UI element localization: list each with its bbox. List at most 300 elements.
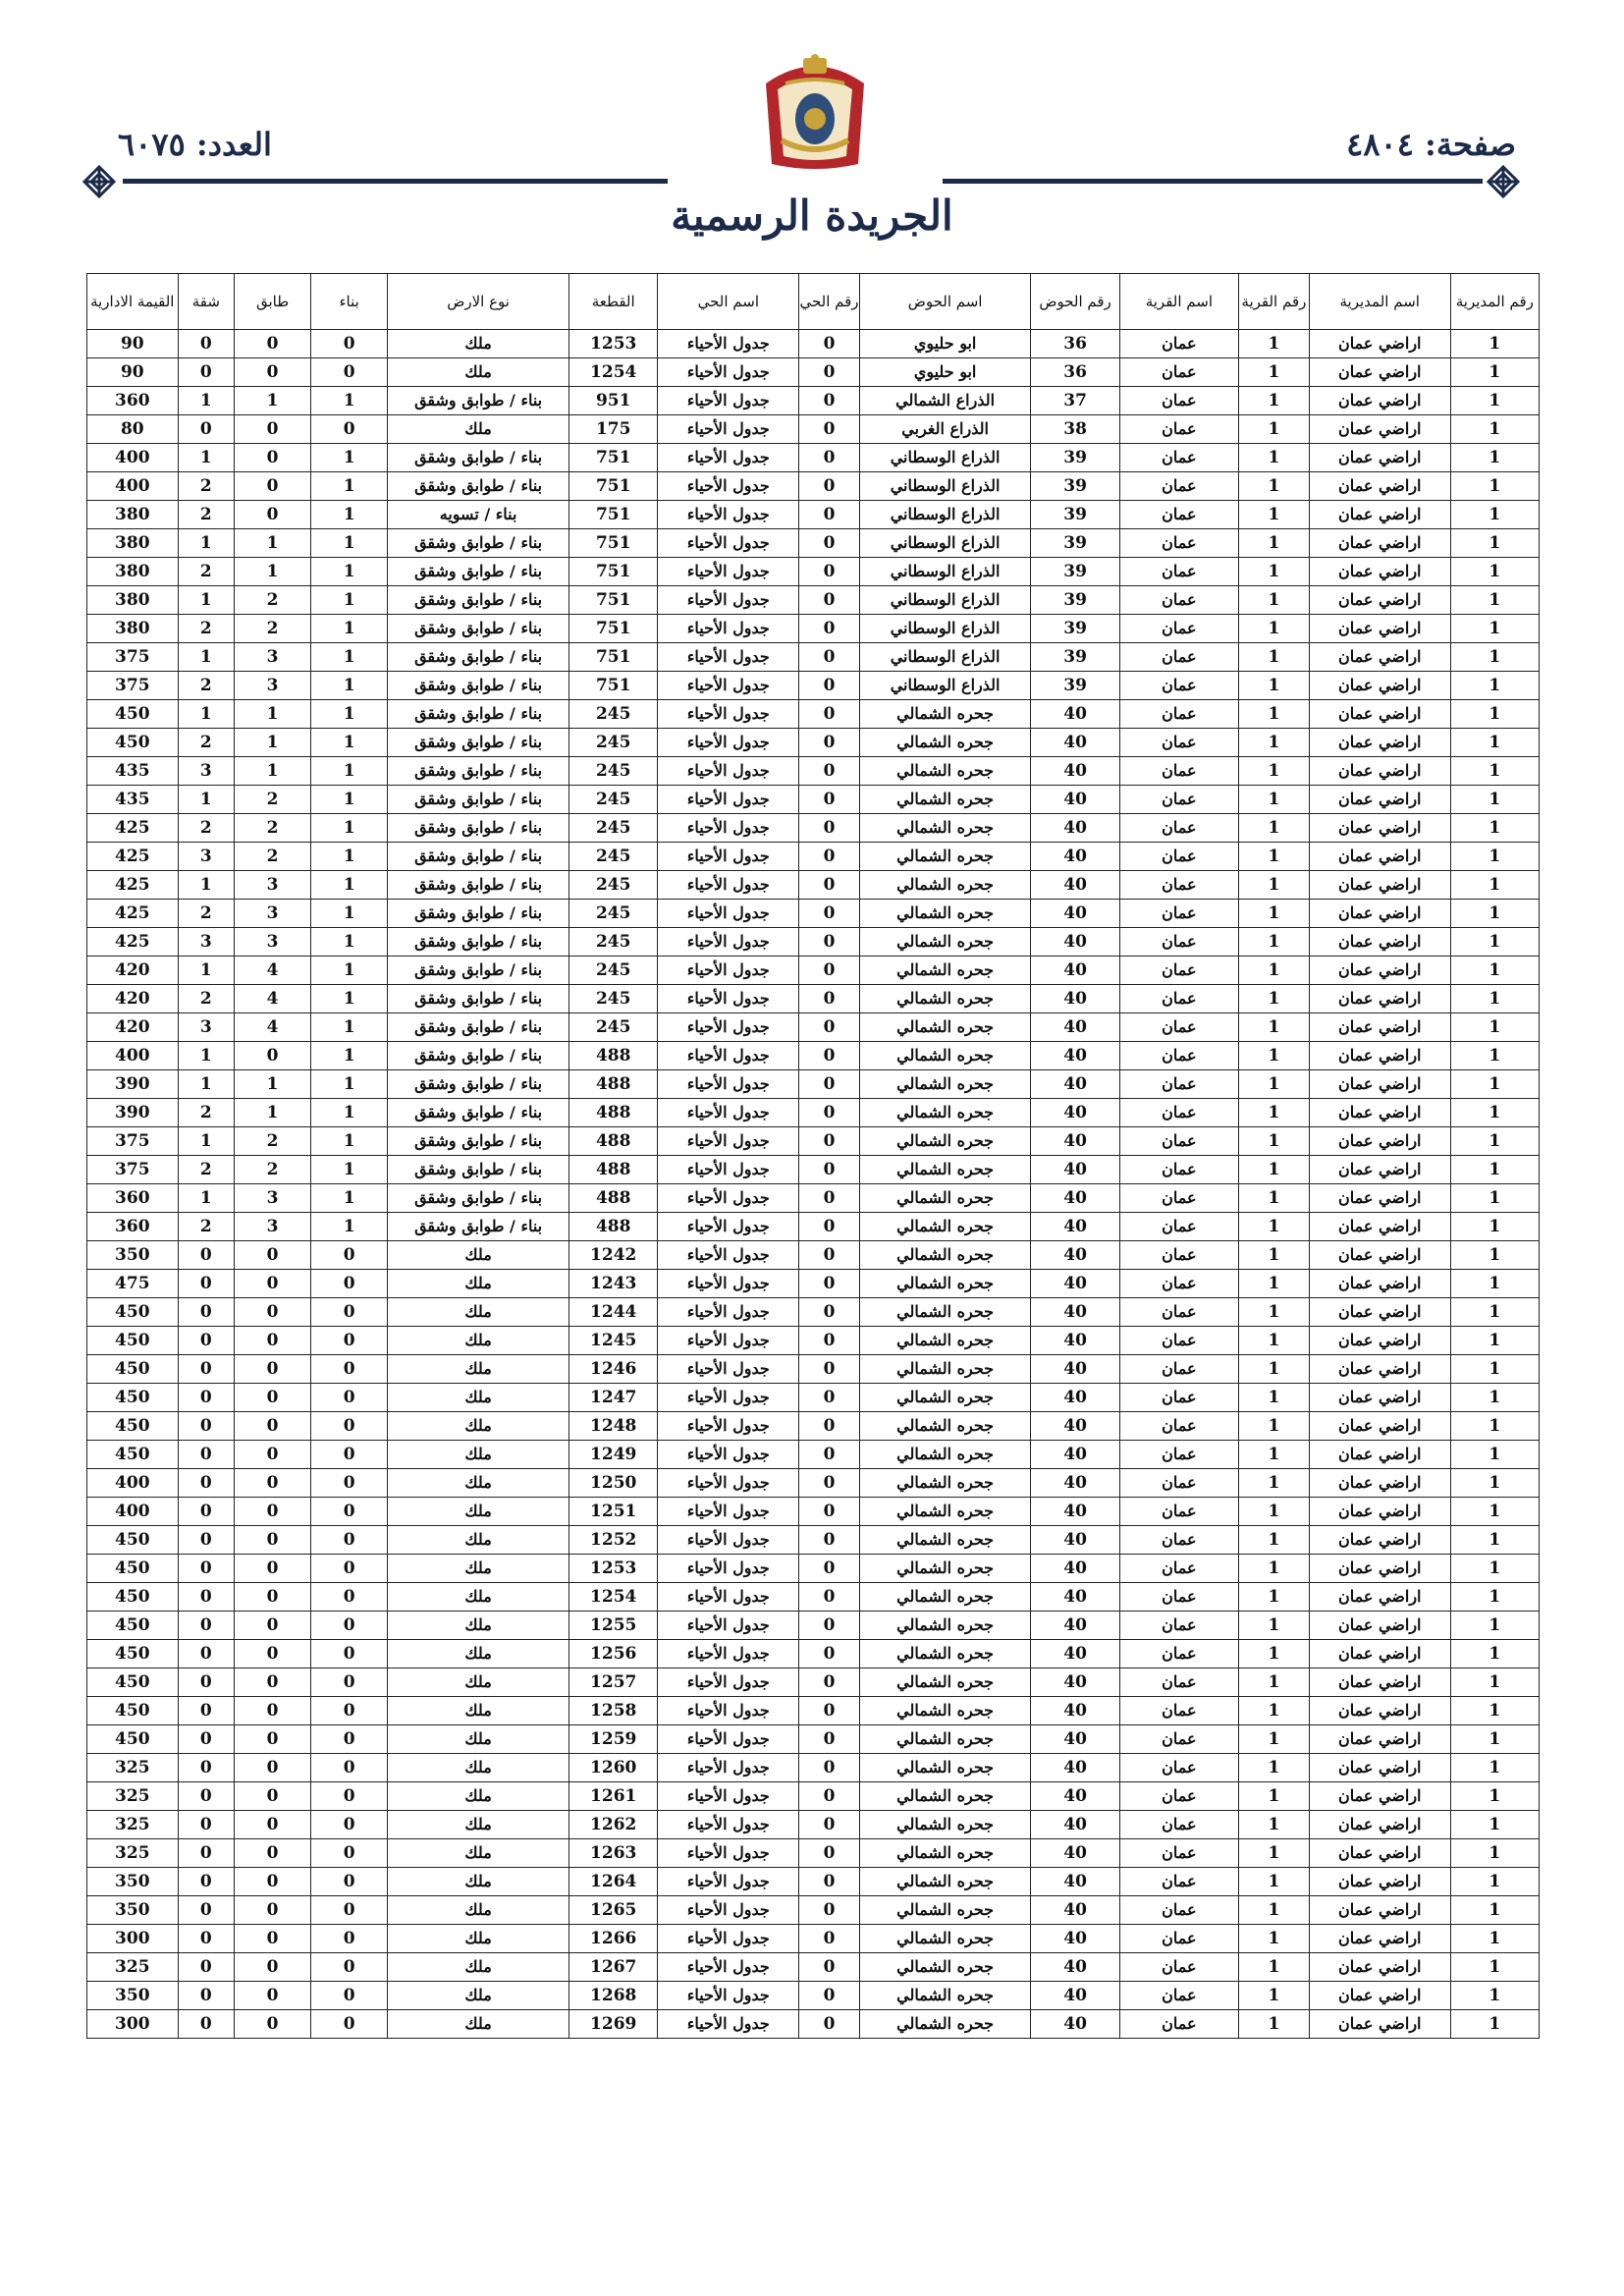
table-cell: 2 xyxy=(178,501,235,529)
table-cell: 40 xyxy=(1031,1441,1119,1469)
table-cell: جدول الأحياء xyxy=(658,643,799,672)
table-cell: 0 xyxy=(311,1640,388,1668)
table-cell: 425 xyxy=(87,871,179,900)
table-cell: 1 xyxy=(1238,1839,1309,1868)
table-cell: 245 xyxy=(569,1013,658,1042)
table-cell: 2 xyxy=(235,586,311,615)
table-cell: عمان xyxy=(1119,358,1238,387)
table-cell: 40 xyxy=(1031,757,1119,786)
table-cell: جدول الأحياء xyxy=(658,444,799,472)
table-cell: اراضي عمان xyxy=(1309,1298,1450,1327)
table-cell: جحره الشمالي xyxy=(859,1896,1031,1925)
table-cell: عمان xyxy=(1119,1327,1238,1355)
table-cell: 425 xyxy=(87,843,179,871)
table-cell: 1 xyxy=(311,957,388,985)
table-cell: عمان xyxy=(1119,1839,1238,1868)
table-cell: 488 xyxy=(569,1213,658,1241)
table-cell: 0 xyxy=(311,1412,388,1441)
table-cell: 400 xyxy=(87,1042,179,1070)
table-cell: اراضي عمان xyxy=(1309,444,1450,472)
table-cell: 1 xyxy=(1238,1441,1309,1469)
table-cell: جدول الأحياء xyxy=(658,1811,799,1839)
table-cell: 0 xyxy=(799,786,860,814)
table-cell: جدول الأحياء xyxy=(658,1868,799,1896)
table-cell: عمان xyxy=(1119,1982,1238,2010)
table-cell: عمان xyxy=(1119,1298,1238,1327)
table-cell: جدول الأحياء xyxy=(658,928,799,957)
table-cell: 751 xyxy=(569,444,658,472)
table-cell: عمان xyxy=(1119,757,1238,786)
table-cell: بناء / طوابق وشقق xyxy=(388,444,569,472)
table-cell: بناء / طوابق وشقق xyxy=(388,615,569,643)
table-cell: 2 xyxy=(178,1156,235,1184)
table-row xyxy=(87,900,1540,928)
table-cell: عمان xyxy=(1119,1896,1238,1925)
table-cell: 40 xyxy=(1031,1241,1119,1270)
table-cell: بناء / طوابق وشقق xyxy=(388,1042,569,1070)
table-cell: 0 xyxy=(178,1782,235,1811)
table-cell: عمان xyxy=(1119,529,1238,558)
table-cell: 450 xyxy=(87,1697,179,1725)
table-cell: 0 xyxy=(178,1725,235,1754)
table-cell: 1 xyxy=(311,1042,388,1070)
table-cell: جدول الأحياء xyxy=(658,900,799,928)
table-cell: 751 xyxy=(569,643,658,672)
table-cell: اراضي عمان xyxy=(1309,1583,1450,1612)
table-cell: 40 xyxy=(1031,700,1119,729)
table-cell: اراضي عمان xyxy=(1309,415,1450,444)
table-cell: ملك xyxy=(388,1355,569,1384)
table-cell: 450 xyxy=(87,700,179,729)
table-cell: 0 xyxy=(799,1526,860,1555)
table-cell: ملك xyxy=(388,1441,569,1469)
table-cell: 0 xyxy=(235,1697,311,1725)
table-cell: جحره الشمالي xyxy=(859,1013,1031,1042)
table-cell: الذراع الشمالي xyxy=(859,387,1031,415)
table-cell: 0 xyxy=(178,1839,235,1868)
table-cell: 751 xyxy=(569,501,658,529)
table-cell: 1 xyxy=(1238,1241,1309,1270)
table-cell: 400 xyxy=(87,444,179,472)
table-cell: 3 xyxy=(235,1213,311,1241)
table-row xyxy=(87,1441,1540,1469)
table-cell: 1 xyxy=(1238,672,1309,700)
table-cell: اراضي عمان xyxy=(1309,501,1450,529)
table-cell: 0 xyxy=(311,1298,388,1327)
table-cell: 2 xyxy=(235,814,311,843)
table-row xyxy=(87,843,1540,871)
table-cell: 1 xyxy=(1450,643,1539,672)
table-cell: 1 xyxy=(235,529,311,558)
table-cell: ملك xyxy=(388,1640,569,1668)
table-cell: 3 xyxy=(178,843,235,871)
table-cell: ملك xyxy=(388,1583,569,1612)
table-cell: 1254 xyxy=(569,358,658,387)
table-cell: 1 xyxy=(178,957,235,985)
table-row xyxy=(87,1213,1540,1241)
table-cell: 40 xyxy=(1031,2010,1119,2039)
table-cell: 40 xyxy=(1031,1526,1119,1555)
table-cell: 0 xyxy=(235,1868,311,1896)
table-cell: 1257 xyxy=(569,1668,658,1697)
table-cell: عمان xyxy=(1119,1868,1238,1896)
table-cell: 2 xyxy=(178,900,235,928)
table-row xyxy=(87,1384,1540,1412)
table-cell: عمان xyxy=(1119,643,1238,672)
table-cell: 0 xyxy=(799,330,860,358)
table-cell: 245 xyxy=(569,928,658,957)
table-cell: 40 xyxy=(1031,985,1119,1013)
table-cell: 39 xyxy=(1031,472,1119,501)
table-row xyxy=(87,700,1540,729)
table-cell: اراضي عمان xyxy=(1309,1327,1450,1355)
table-cell: 1 xyxy=(178,444,235,472)
table-cell: 1 xyxy=(311,1013,388,1042)
table-cell: 0 xyxy=(178,1811,235,1839)
table-cell: 4 xyxy=(235,957,311,985)
table-cell: 1 xyxy=(1238,358,1309,387)
table-cell: 751 xyxy=(569,558,658,586)
table-cell: 0 xyxy=(799,1156,860,1184)
table-cell: جدول الأحياء xyxy=(658,415,799,444)
table-cell: 40 xyxy=(1031,1355,1119,1384)
table-cell: 1 xyxy=(1238,1498,1309,1526)
table-cell: 951 xyxy=(569,387,658,415)
table-cell: 40 xyxy=(1031,1555,1119,1583)
table-cell: 1 xyxy=(1450,1384,1539,1412)
table-cell: جحره الشمالي xyxy=(859,814,1031,843)
table-cell: 0 xyxy=(799,615,860,643)
table-cell: 0 xyxy=(799,814,860,843)
table-cell: بناء / طوابق وشقق xyxy=(388,814,569,843)
table-cell: ملك xyxy=(388,1526,569,1555)
table-cell: الذراع الوسطاني xyxy=(859,558,1031,586)
table-cell: بناء / طوابق وشقق xyxy=(388,757,569,786)
table-cell: 0 xyxy=(799,472,860,501)
table-cell: اراضي عمان xyxy=(1309,1013,1450,1042)
table-cell: 450 xyxy=(87,1668,179,1697)
table-cell: 1 xyxy=(1450,1612,1539,1640)
table-cell: 0 xyxy=(311,1982,388,2010)
table-cell: 0 xyxy=(178,1384,235,1412)
table-row xyxy=(87,558,1540,586)
table-cell: جدول الأحياء xyxy=(658,1441,799,1469)
table-cell: 1 xyxy=(1238,1298,1309,1327)
table-cell: 1 xyxy=(1450,1042,1539,1070)
table-cell: بناء / طوابق وشقق xyxy=(388,586,569,615)
table-cell: اراضي عمان xyxy=(1309,643,1450,672)
table-cell: 0 xyxy=(799,1412,860,1441)
table-cell: 1 xyxy=(1450,1441,1539,1469)
table-cell: 300 xyxy=(87,1925,179,1953)
table-cell: عمان xyxy=(1119,928,1238,957)
table-row xyxy=(87,1583,1540,1612)
table-cell: اراضي عمان xyxy=(1309,1925,1450,1953)
table-cell: عمان xyxy=(1119,1042,1238,1070)
table-cell: 1 xyxy=(1238,1896,1309,1925)
table-cell: 350 xyxy=(87,1868,179,1896)
table-cell: 0 xyxy=(799,415,860,444)
table-cell: جدول الأحياء xyxy=(658,1070,799,1099)
table-cell: 0 xyxy=(799,1355,860,1384)
table-cell: 1 xyxy=(1450,1412,1539,1441)
table-cell: 360 xyxy=(87,1184,179,1213)
table-cell: بناء / طوابق وشقق xyxy=(388,1156,569,1184)
table-cell: ملك xyxy=(388,358,569,387)
table-row xyxy=(87,1327,1540,1355)
table-cell: 1 xyxy=(1450,757,1539,786)
table-cell: 380 xyxy=(87,529,179,558)
table-cell: 1 xyxy=(1238,928,1309,957)
table-cell: 0 xyxy=(311,330,388,358)
table-cell: اراضي عمان xyxy=(1309,1469,1450,1498)
table-cell: 0 xyxy=(235,1441,311,1469)
table-cell: اراضي عمان xyxy=(1309,1213,1450,1241)
table-row xyxy=(87,1270,1540,1298)
table-cell: جحره الشمالي xyxy=(859,1099,1031,1127)
table-cell: جحره الشمالي xyxy=(859,1213,1031,1241)
table-cell: 1 xyxy=(1238,700,1309,729)
table-row xyxy=(87,1754,1540,1782)
table-cell: 0 xyxy=(799,1839,860,1868)
table-cell: الذراع الوسطاني xyxy=(859,472,1031,501)
table-cell: 1253 xyxy=(569,1555,658,1583)
table-cell: عمان xyxy=(1119,1213,1238,1241)
table-cell: 0 xyxy=(235,444,311,472)
table-row xyxy=(87,1782,1540,1811)
table-cell: 1265 xyxy=(569,1896,658,1925)
table-cell: 0 xyxy=(235,1384,311,1412)
table-cell: 1 xyxy=(1450,957,1539,985)
table-cell: 1 xyxy=(1238,1526,1309,1555)
table-row xyxy=(87,501,1540,529)
table-cell: 1246 xyxy=(569,1355,658,1384)
table-cell: 40 xyxy=(1031,1327,1119,1355)
table-cell: اراضي عمان xyxy=(1309,1127,1450,1156)
table-cell: 245 xyxy=(569,843,658,871)
table-cell: 2 xyxy=(178,729,235,757)
table-row xyxy=(87,729,1540,757)
table-cell: 1 xyxy=(178,529,235,558)
table-cell: 1 xyxy=(1238,1270,1309,1298)
table-cell: 0 xyxy=(235,1355,311,1384)
table-cell: 1262 xyxy=(569,1811,658,1839)
table-cell: جدول الأحياء xyxy=(658,1270,799,1298)
table-cell: 1 xyxy=(1450,672,1539,700)
table-cell: اراضي عمان xyxy=(1309,358,1450,387)
table-cell: 0 xyxy=(799,1982,860,2010)
table-cell: 0 xyxy=(235,1241,311,1270)
table-cell: 0 xyxy=(235,1498,311,1526)
table-cell: 1 xyxy=(1450,1327,1539,1355)
table-cell: 1 xyxy=(1450,501,1539,529)
column-header: طابق xyxy=(235,274,311,330)
table-cell: 0 xyxy=(799,1697,860,1725)
table-cell: 40 xyxy=(1031,1782,1119,1811)
table-row xyxy=(87,1070,1540,1099)
table-cell: 1 xyxy=(311,615,388,643)
table-cell: 0 xyxy=(311,1526,388,1555)
table-cell: 1 xyxy=(311,900,388,928)
table-cell: 1 xyxy=(1238,1640,1309,1668)
table-cell: جحره الشمالي xyxy=(859,900,1031,928)
table-cell: جحره الشمالي xyxy=(859,700,1031,729)
column-header: رقم الحي xyxy=(799,274,860,330)
table-cell: اراضي عمان xyxy=(1309,871,1450,900)
table-cell: 390 xyxy=(87,1099,179,1127)
table-cell: 0 xyxy=(311,1697,388,1725)
table-cell: 3 xyxy=(235,672,311,700)
table-cell: اراضي عمان xyxy=(1309,957,1450,985)
table-row xyxy=(87,1868,1540,1896)
table-cell: 488 xyxy=(569,1042,658,1070)
table-cell: عمان xyxy=(1119,586,1238,615)
table-cell: جدول الأحياء xyxy=(658,1469,799,1498)
table-cell: 450 xyxy=(87,1583,179,1612)
table-cell: 0 xyxy=(178,1953,235,1982)
table-cell: بناء / طوابق وشقق xyxy=(388,700,569,729)
table-cell: جدول الأحياء xyxy=(658,1327,799,1355)
table-cell: جدول الأحياء xyxy=(658,1042,799,1070)
table-cell: عمان xyxy=(1119,1555,1238,1583)
table-cell: جدول الأحياء xyxy=(658,672,799,700)
table-cell: 40 xyxy=(1031,1612,1119,1640)
table-cell: 1 xyxy=(1238,1811,1309,1839)
table-cell: 751 xyxy=(569,586,658,615)
table-cell: جدول الأحياء xyxy=(658,1925,799,1953)
table-cell: 0 xyxy=(178,415,235,444)
table-cell: عمان xyxy=(1119,1469,1238,1498)
table-cell: بناء / طوابق وشقق xyxy=(388,985,569,1013)
table-cell: عمان xyxy=(1119,1668,1238,1697)
table-cell: 0 xyxy=(799,444,860,472)
table-cell: جدول الأحياء xyxy=(658,1298,799,1327)
table-cell: جحره الشمالي xyxy=(859,871,1031,900)
table-cell: 1 xyxy=(311,729,388,757)
table-cell: 0 xyxy=(235,1925,311,1953)
table-cell: 0 xyxy=(799,501,860,529)
table-cell: اراضي عمان xyxy=(1309,1184,1450,1213)
table-cell: 0 xyxy=(799,957,860,985)
table-cell: 1 xyxy=(1450,558,1539,586)
table-cell: جحره الشمالي xyxy=(859,928,1031,957)
table-cell: 40 xyxy=(1031,900,1119,928)
table-cell: 1 xyxy=(1238,643,1309,672)
table-cell: بناء / طوابق وشقق xyxy=(388,1099,569,1127)
table-cell: 1 xyxy=(1238,444,1309,472)
table-cell: 1 xyxy=(1238,1384,1309,1412)
table-cell: 1 xyxy=(178,700,235,729)
table-cell: 0 xyxy=(235,1526,311,1555)
royal-emblem-icon xyxy=(756,54,874,182)
table-cell: 1 xyxy=(1238,1754,1309,1782)
table-cell: بناء / طوابق وشقق xyxy=(388,928,569,957)
table-cell: 1 xyxy=(1238,814,1309,843)
table-cell: عمان xyxy=(1119,843,1238,871)
column-header: القطعة xyxy=(569,274,658,330)
table-row xyxy=(87,957,1540,985)
table-header-row xyxy=(87,274,1540,330)
table-cell: 1 xyxy=(1450,1725,1539,1754)
table-cell: 380 xyxy=(87,501,179,529)
table-cell: عمان xyxy=(1119,501,1238,529)
table-cell: 3 xyxy=(235,928,311,957)
table-cell: ملك xyxy=(388,1725,569,1754)
table-cell: عمان xyxy=(1119,1355,1238,1384)
table-cell: 1 xyxy=(1450,871,1539,900)
table-cell: جدول الأحياء xyxy=(658,1697,799,1725)
table-cell: عمان xyxy=(1119,444,1238,472)
table-cell: عمان xyxy=(1119,1127,1238,1156)
table-cell: 1 xyxy=(1450,529,1539,558)
table-cell: 1 xyxy=(1450,1953,1539,1982)
table-cell: اراضي عمان xyxy=(1309,1355,1450,1384)
table-cell: بناء / طوابق وشقق xyxy=(388,472,569,501)
column-header: شقة xyxy=(178,274,235,330)
table-row xyxy=(87,387,1540,415)
table-cell: 36 xyxy=(1031,330,1119,358)
table-cell: 475 xyxy=(87,1270,179,1298)
table-cell: 40 xyxy=(1031,1384,1119,1412)
table-cell: 1264 xyxy=(569,1868,658,1896)
table-cell: جحره الشمالي xyxy=(859,1754,1031,1782)
table-cell: 2 xyxy=(178,1213,235,1241)
table-cell: اراضي عمان xyxy=(1309,1811,1450,1839)
column-header: رقم الحوض xyxy=(1031,274,1119,330)
table-cell: 0 xyxy=(311,1811,388,1839)
table-cell: 0 xyxy=(311,1612,388,1640)
table-cell: جدول الأحياء xyxy=(658,1555,799,1583)
table-cell: 0 xyxy=(311,1839,388,1868)
table-cell: 39 xyxy=(1031,444,1119,472)
table-cell: 0 xyxy=(178,358,235,387)
table-cell: 90 xyxy=(87,358,179,387)
table-row xyxy=(87,1640,1540,1668)
table-cell: 488 xyxy=(569,1099,658,1127)
table-cell: 1 xyxy=(1238,1213,1309,1241)
table-cell: اراضي عمان xyxy=(1309,529,1450,558)
table-cell: 1 xyxy=(1450,387,1539,415)
table-cell: الذراع الوسطاني xyxy=(859,501,1031,529)
header-rule-left xyxy=(123,179,668,184)
table-cell: 0 xyxy=(311,1668,388,1697)
table-cell: 1 xyxy=(178,871,235,900)
table-cell: جدول الأحياء xyxy=(658,1953,799,1982)
table-cell: 425 xyxy=(87,814,179,843)
table-cell: 3 xyxy=(178,757,235,786)
table-cell: 0 xyxy=(799,1725,860,1754)
table-cell: 1 xyxy=(1450,1184,1539,1213)
table-cell: 0 xyxy=(311,1754,388,1782)
table-cell: اراضي عمان xyxy=(1309,1668,1450,1697)
table-cell: 1 xyxy=(1238,2010,1309,2039)
table-cell: 1254 xyxy=(569,1583,658,1612)
table-cell: جحره الشمالي xyxy=(859,1298,1031,1327)
table-cell: 1 xyxy=(235,1099,311,1127)
table-cell: 40 xyxy=(1031,1042,1119,1070)
table-cell: 0 xyxy=(799,1213,860,1241)
table-cell: 1247 xyxy=(569,1384,658,1412)
table-row xyxy=(87,1982,1540,2010)
table-cell: 4 xyxy=(235,1013,311,1042)
table-cell: 1 xyxy=(1450,1070,1539,1099)
table-cell: 0 xyxy=(235,1754,311,1782)
table-cell: 1253 xyxy=(569,330,658,358)
table-cell: اراضي عمان xyxy=(1309,1270,1450,1298)
table-cell: 0 xyxy=(235,330,311,358)
table-cell: 1258 xyxy=(569,1697,658,1725)
table-cell: بناء / طوابق وشقق xyxy=(388,900,569,928)
